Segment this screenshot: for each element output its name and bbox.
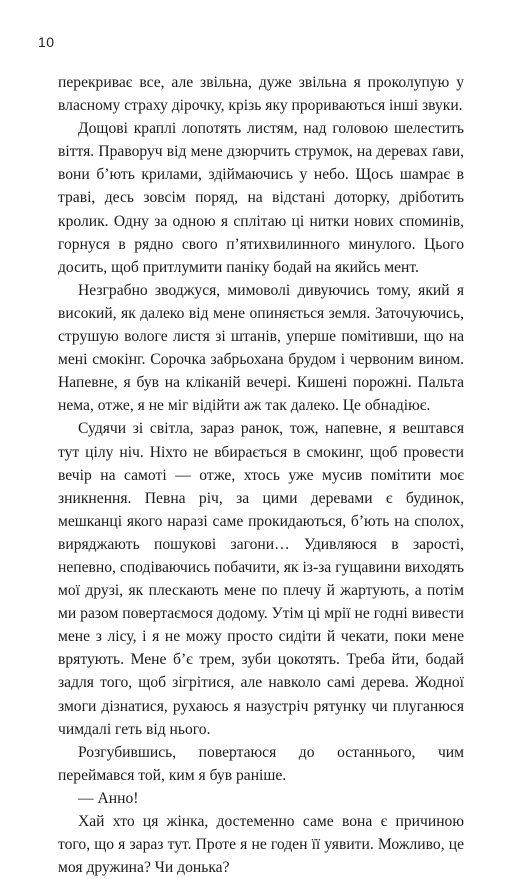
paragraph-6: — Анно!: [78, 789, 139, 807]
paragraph-4: Судячи зі світла, зараз ранок, тож, напевне, я вештався тут цілу ніч. Ніхто не вбирається в смокинг, щоб провести вечір на самоті — отже, хтось уже мусив помітити моє зникнення. Певна річ, за цими деревами є будинок, мешканці якого наразі саме прокидаються, б’ють на сполох, виряджають пошукові загони… Удивляюся в зарості, непевно, сподіваючись побачити, як із-за гущавини виходять мої друзі, як плескають мене по плечу й жартують, а потім ми разом повертаємося додому. Утім ці мрії не годні вивести мене з лісу, і я не можу просто сидіти й чекати, поки мене врятують. Мене б’є трем, зуби цокотять. Треба йти, бодай задля того, щоб зігрітися, але навколо самі дерева. Жодної змоги дізнатися, рухаюсь я назустріч рятунку чи плуганюся чимдалі геть від нього.: [58, 420, 464, 738]
page-number: 10: [38, 34, 55, 50]
paragraph-3: Незграбно зводжуся, мимоволі дивуючись тому, який я високий, як далеко від мене опиняється земля. Заточуючись, струшую вологе листя зі штанів, уперше помітивши, що на мені смокінг. Сорочка забрьохана брудом і червоним вином. Напевне, я був на кліканій вечері. Кишені порожні. Пальта нема, отже, я не міг відійти аж так далеко. Це обнадіює.: [58, 281, 464, 415]
paragraph-1: перекриває все, але звільна, дуже звільна я проколупую у власному страху дірочку, крізь яку прориваються інші звуки.: [58, 74, 464, 115]
body-text: [58, 71, 464, 879]
paragraph-2: Дощові краплі лопотять листям, над головою шелестить віття. Праворуч від мене дзюрчить струмок, на деревах ґави, вони б’ють крилами, здіймаючись у небо. Щось шамрає в траві, десь зовсім поряд, на відстані доторку, дріботить кролик. Одну за одною я сплітаю ці нитки нових споминів, горнуся в рядно свого п’ятихвилинного минулого. Цього досить, щоб притлумити паніку бодай на якийсь мент.: [58, 120, 464, 276]
paragraph-7: Хай хто ця жінка, достеменно саме вона є причиною того, що я зараз тут. Проте я не годен її уявити. Можливо, це моя дружина? Чи донька?: [58, 813, 464, 877]
paragraph-5: Розгубившись, повертаюся до останнього, чим переймався той, ким я був раніше.: [58, 743, 464, 784]
